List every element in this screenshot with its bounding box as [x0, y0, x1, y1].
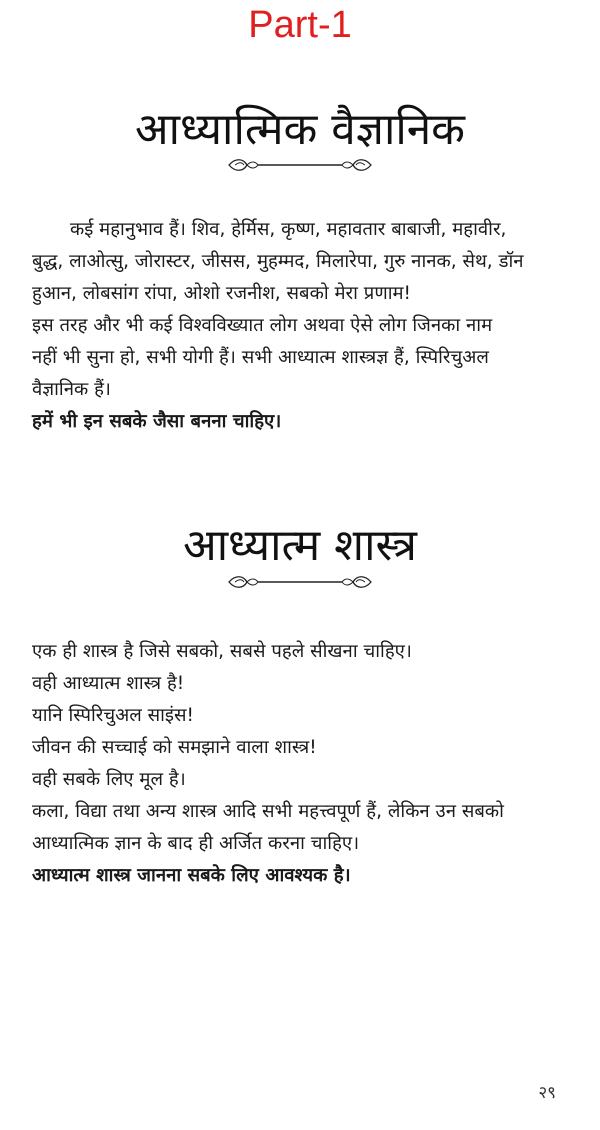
- text-line: नहीं भी सुना हो, सभी योगी हैं। सभी आध्यात्म शास्त्रज्ञ हैं, स्पिरिचुअल: [32, 347, 489, 368]
- text-line: कला, विद्या तथा अन्य शास्त्र आदि सभी महत्त्वपूर्ण हैं, लेकिन उन सबको: [32, 801, 504, 822]
- text-line: एक ही शास्त्र है जिसे सबको, सबसे पहले सीखना चाहिए।: [32, 641, 412, 662]
- text-line: यानि स्पिरिचुअल साइंस!: [32, 705, 194, 726]
- section2-text: [32, 636, 577, 892]
- text-line: वैज्ञानिक हैं।: [32, 379, 111, 400]
- section1-text: [32, 214, 577, 438]
- section-title-spiritual-science: आध्यात्म शास्त्र: [183, 520, 417, 572]
- page-number: २९: [538, 1083, 556, 1103]
- text-line: वही सबके लिए मूल है।: [32, 769, 186, 790]
- section-title-spiritual-scientists: आध्यात्मिक वैज्ञानिक: [135, 104, 465, 156]
- text-line: इस तरह और भी कई विश्वविख्यात लोग अथवा ऐसे लोग जिनका नाम: [32, 315, 493, 336]
- bold-conclusion: आध्यात्म शास्त्र जानना सबके लिए आवश्यक है।: [32, 865, 351, 886]
- bold-conclusion: हमें भी इन सबके जैसा बनना चाहिए।: [32, 411, 282, 432]
- text-line: हुआन, लोबसांग रांपा, ओशो रजनीश, सबको मेरा प्रणाम!: [32, 283, 411, 304]
- text-line: कई महानुभाव हैं। शिव, हेर्मिस, कृष्ण, महावतार बाबाजी, महावीर,: [70, 219, 507, 240]
- text-line: बुद्ध, लाओत्सु, जोरास्टर, जीसस, मुहम्मद, मिलारेपा, गुरु नानक, सेथ, डॉन: [32, 251, 524, 272]
- part-label: Part-1: [248, 4, 352, 46]
- text-line: आध्यात्मिक ज्ञान के बाद ही अर्जित करना चाहिए।: [32, 833, 360, 854]
- divider-ornament-icon: [225, 574, 375, 590]
- divider-ornament-icon: [225, 157, 375, 173]
- text-line: जीवन की सच्चाई को समझाने वाला शास्त्र!: [32, 737, 317, 758]
- text-line: वही आध्यात्म शास्त्र है!: [32, 673, 185, 694]
